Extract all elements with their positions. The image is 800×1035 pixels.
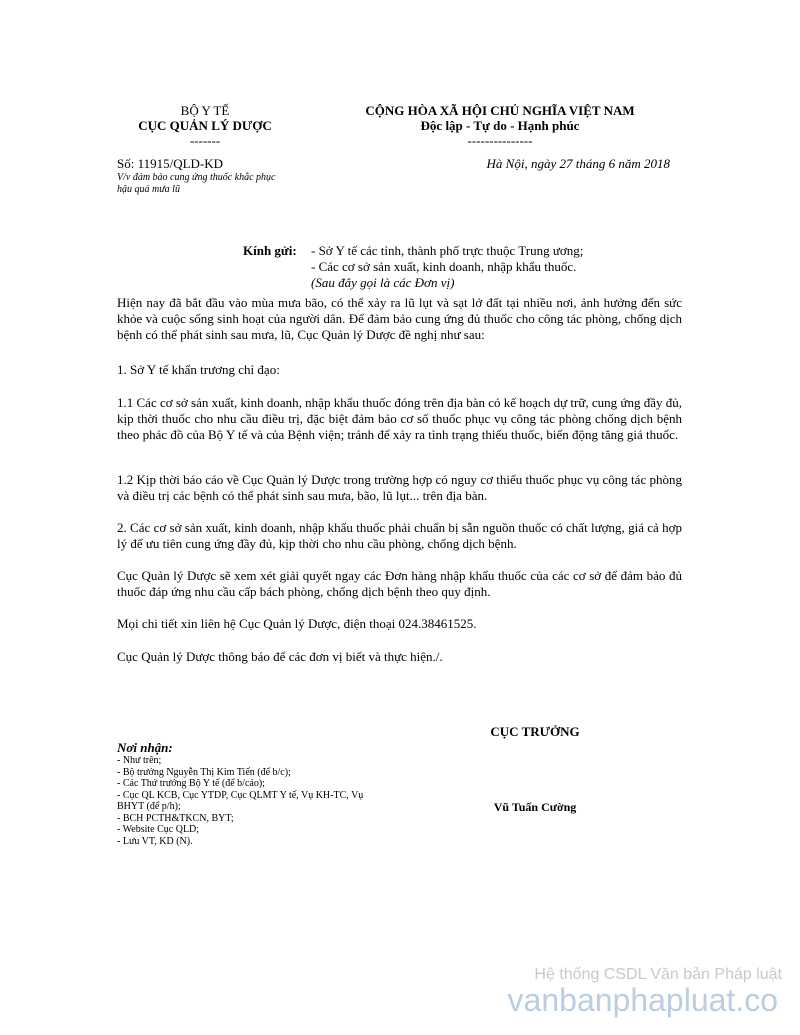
distribution-item: - Website Cục QLD;	[117, 824, 200, 835]
distribution-item: BHYT (để p/h);	[117, 801, 181, 812]
paragraph-5: 2. Các cơ sở sản xuất, kinh doanh, nhập khẩu thuốc phải chuẩn bị sẵn nguồn thuốc có chất lượng, giá cả hợp lý để ưu tiên cung ứng đầy đủ, kịp thời cho nhu cầu phòng, chống dịch bệnh.	[117, 520, 682, 551]
distribution-list	[117, 755, 397, 847]
distribution-item: - Cục QL KCB, Cục YTDP, Cục QLMT Y tế, Vụ KH-TC, Vụ	[117, 789, 364, 801]
recipients-label: Kính gửi:	[243, 243, 297, 258]
recipients-list	[311, 243, 583, 291]
subject-line-2: hậu quả mưa lũ	[117, 183, 180, 195]
subject-line-1: V/v đảm bảo cung ứng thuốc khắc phục	[117, 172, 276, 183]
paragraph-8: Cục Quản lý Dược thông báo để các đơn vị biết và thực hiện./.	[117, 649, 443, 664]
national-title: CỘNG HÒA XÃ HỘI CHỦ NGHĨA VIỆT NAM	[365, 103, 635, 118]
watermark-system: Hệ thống CSDL Văn bản Pháp luật	[534, 966, 782, 983]
paragraph-1: Hiện nay đã bắt đầu vào mùa mưa bão, có thể xảy ra lũ lụt và sạt lở đất tại nhiều nơi, ảnh hưởng đến sức khỏe và cuộc sống sinh hoạt của người dân. Để đảm bảo cung ứng đủ thuốc cho công tác phòng, chống dịch bệnh có thể phát sinh sau mưa, lũ, Cục Quản lý Dược đề nghị như sau:	[117, 295, 682, 342]
watermark-site: vanbanphapluat.co	[507, 982, 778, 1018]
place-and-date: Hà Nội, ngày 27 tháng 6 năm 2018	[486, 156, 670, 171]
distribution-title: Nơi nhận:	[117, 740, 173, 755]
ministry-name: BỘ Y TẾ	[180, 103, 230, 118]
paragraph-7: Mọi chi tiết xin liên hệ Cục Quản lý Dược, điện thoại 024.38461525.	[117, 616, 477, 631]
paragraph-4: 1.2 Kịp thời báo cáo về Cục Quản lý Dược trong trường hợp có nguy cơ thiếu thuốc phục vụ công tác phòng và điều trị các bệnh có thể phát sinh sau mưa, bão, lũ lụt... trên địa bàn.	[117, 472, 682, 503]
paragraph-2: 1. Sở Y tế khẩn trương chỉ đạo:	[117, 362, 280, 377]
distribution-item: - Các Thứ trưởng Bộ Y tế (để b/cáo);	[117, 778, 265, 789]
paragraph-3: 1.1 Các cơ sở sản xuất, kinh doanh, nhập khẩu thuốc đóng trên địa bàn có kế hoạch dự trữ, cung ứng đầy đủ, kịp thời thuốc cho nhu cầu điều trị, đặc biệt đảm bảo cơ số thuốc phục vụ công tác phòng chống dịch bệnh theo phác đồ của Bộ Y tế và của Bệnh viện; tránh để xảy ra tình trạng thiếu thuốc, biến động tăng giá thuốc.	[117, 395, 682, 442]
document-subject	[117, 172, 275, 195]
header-right	[330, 103, 670, 148]
header-left-divider: -------	[189, 133, 221, 148]
header-right-divider: ---------------	[467, 133, 533, 148]
distribution-item: - BCH PCTH&TKCN, BYT;	[117, 812, 234, 824]
document-number: Số: 11915/QLD-KD	[117, 156, 224, 171]
recipient-1: - Sở Y tế các tỉnh, thành phố trực thuộc Trung ương;	[311, 243, 584, 258]
national-motto: Độc lập - Tự do - Hạnh phúc	[420, 118, 580, 133]
department-name: CỤC QUẢN LÝ DƯỢC	[138, 118, 272, 133]
distribution-item: - Như trên;	[117, 755, 162, 766]
distribution-item: - Lưu VT, KD (N).	[117, 835, 193, 847]
signer-name: Vũ Tuấn Cường	[493, 800, 577, 814]
distribution-item: - Bộ trưởng Nguyễn Thị Kim Tiến (để b/c);	[117, 766, 291, 778]
paragraph-6: Cục Quản lý Dược sẽ xem xét giải quyết ngay các Đơn hàng nhập khẩu thuốc của các cơ sở để đảm bảo đủ thuốc đáp ứng nhu cầu cấp bách phòng, chống dịch bệnh theo quy định.	[117, 568, 682, 599]
recipients-note: (Sau đây gọi là các Đơn vị)	[311, 275, 455, 290]
header-left	[120, 103, 290, 148]
distribution-block	[117, 740, 397, 847]
signature-title: CỤC TRƯỞNG	[490, 724, 580, 739]
recipient-2: - Các cơ sở sản xuất, kinh doanh, nhập khẩu thuốc.	[311, 259, 577, 274]
